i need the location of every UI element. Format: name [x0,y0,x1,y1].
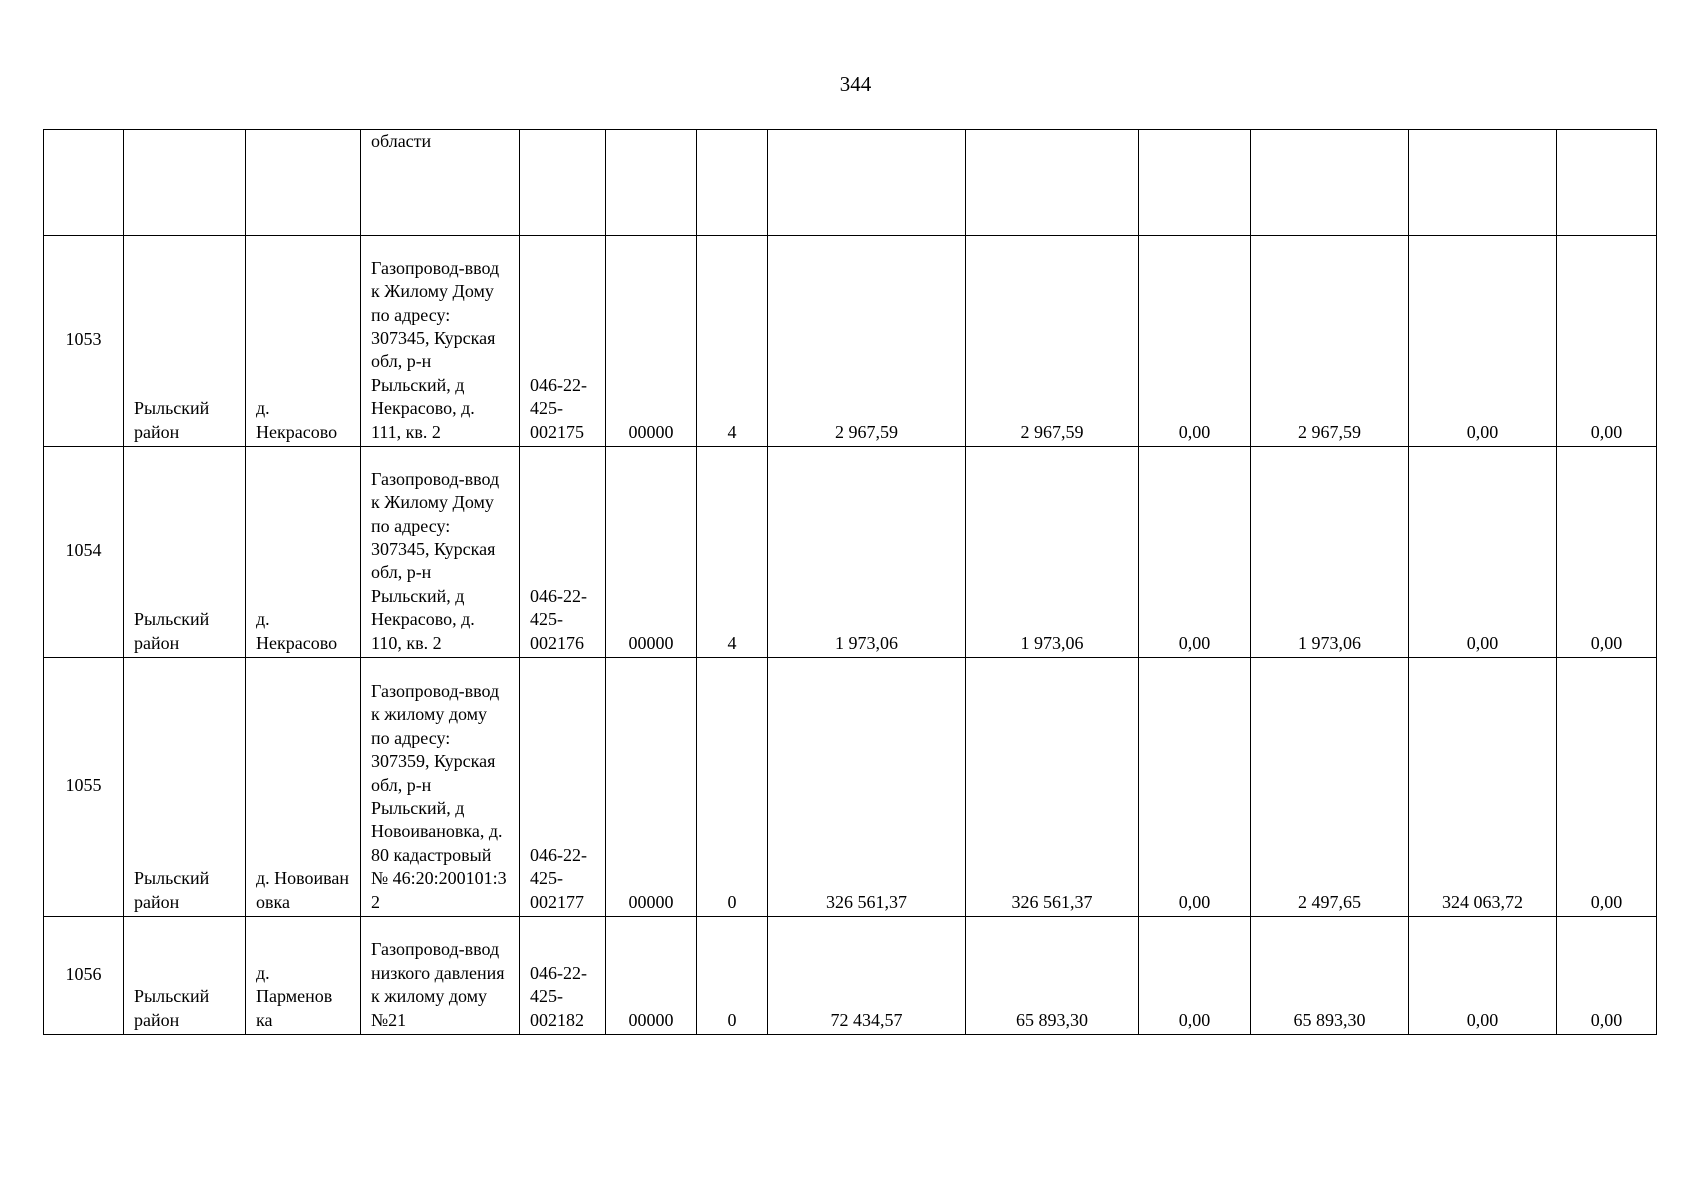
cell-value-5 [1409,130,1557,236]
cell-value-3: 0,00 [1139,917,1251,1035]
table-row-continuation [44,130,1657,236]
cell-value-2 [966,130,1139,236]
cell-qty: 4 [697,447,768,658]
cell-value-5: 0,00 [1409,236,1557,447]
cell-value-3: 0,00 [1139,658,1251,917]
cell-code: 00000 [606,236,697,447]
cell-name: Газопровод-ввод к Жилому Дому по адресу: 307345, Курская обл, р-н Рыльский, д Некрасово, д. 110, кв. 2 [361,447,520,658]
cell-locality: д. Некрасово [246,236,361,447]
cell-num: 1054 [44,447,124,658]
table-row [44,658,1657,917]
table-row [44,236,1657,447]
cell-value-4: 2 967,59 [1251,236,1409,447]
cell-district [124,130,246,236]
table-row [44,447,1657,658]
cell-code: 00000 [606,917,697,1035]
cell-value-2: 2 967,59 [966,236,1139,447]
cell-code [606,130,697,236]
cell-value-6: 0,00 [1557,447,1657,658]
cell-name: Газопровод-ввод к Жилому Дому по адресу: 307345, Курская обл, р-н Рыльский, д Некрасово, д. 111, кв. 2 [361,236,520,447]
cell-inv-number: 046-22-425-002177 [520,658,606,917]
registry-table [43,129,1657,1035]
cell-value-4: 2 497,65 [1251,658,1409,917]
cell-value-4 [1251,130,1409,236]
cell-value-1: 1 973,06 [768,447,966,658]
cell-district: Рыльский район [124,447,246,658]
cell-num: 1055 [44,658,124,917]
cell-inv-number: 046-22-425-002175 [520,236,606,447]
cell-value-6: 0,00 [1557,658,1657,917]
cell-value-1: 2 967,59 [768,236,966,447]
cell-locality [246,130,361,236]
cell-qty [697,130,768,236]
cell-code: 00000 [606,658,697,917]
page-number: 344 [839,72,872,96]
cell-district: Рыльский район [124,658,246,917]
cell-inv-number: 046-22-425-002182 [520,917,606,1035]
cell-inv-number: 046-22-425-002176 [520,447,606,658]
cell-value-4: 1 973,06 [1251,447,1409,658]
cell-district: Рыльский район [124,917,246,1035]
cell-value-1: 326 561,37 [768,658,966,917]
cell-value-4: 65 893,30 [1251,917,1409,1035]
cell-inv-number [520,130,606,236]
cell-num: 1056 [44,917,124,1035]
cell-num [44,130,124,236]
cell-value-6 [1557,130,1657,236]
cell-locality: д. Парменов ка [246,917,361,1035]
cell-num: 1053 [44,236,124,447]
table-row [44,917,1657,1035]
cell-name: Газопровод-ввод к жилому дому по адресу: 307359, Курская обл, р-н Рыльский, д Новоивановка, д. 80 кадастровый № 46:20:200101:3 2 [361,658,520,917]
cell-value-3 [1139,130,1251,236]
cell-locality: д. Некрасово [246,447,361,658]
cell-qty: 0 [697,658,768,917]
cell-qty: 4 [697,236,768,447]
cell-name: Газопровод-ввод низкого давления к жилому дому №21 [361,917,520,1035]
cell-qty: 0 [697,917,768,1035]
cell-name: области [361,130,520,236]
cell-value-1 [768,130,966,236]
cell-district: Рыльский район [124,236,246,447]
cell-value-5: 0,00 [1409,447,1557,658]
cell-value-1: 72 434,57 [768,917,966,1035]
cell-value-3: 0,00 [1139,236,1251,447]
cell-value-5: 324 063,72 [1409,658,1557,917]
cell-value-2: 65 893,30 [966,917,1139,1035]
cell-value-5: 0,00 [1409,917,1557,1035]
cell-value-2: 1 973,06 [966,447,1139,658]
cell-locality: д. Новоиван овка [246,658,361,917]
cell-value-3: 0,00 [1139,447,1251,658]
cell-value-6: 0,00 [1557,917,1657,1035]
cell-code: 00000 [606,447,697,658]
cell-value-2: 326 561,37 [966,658,1139,917]
cell-value-6: 0,00 [1557,236,1657,447]
